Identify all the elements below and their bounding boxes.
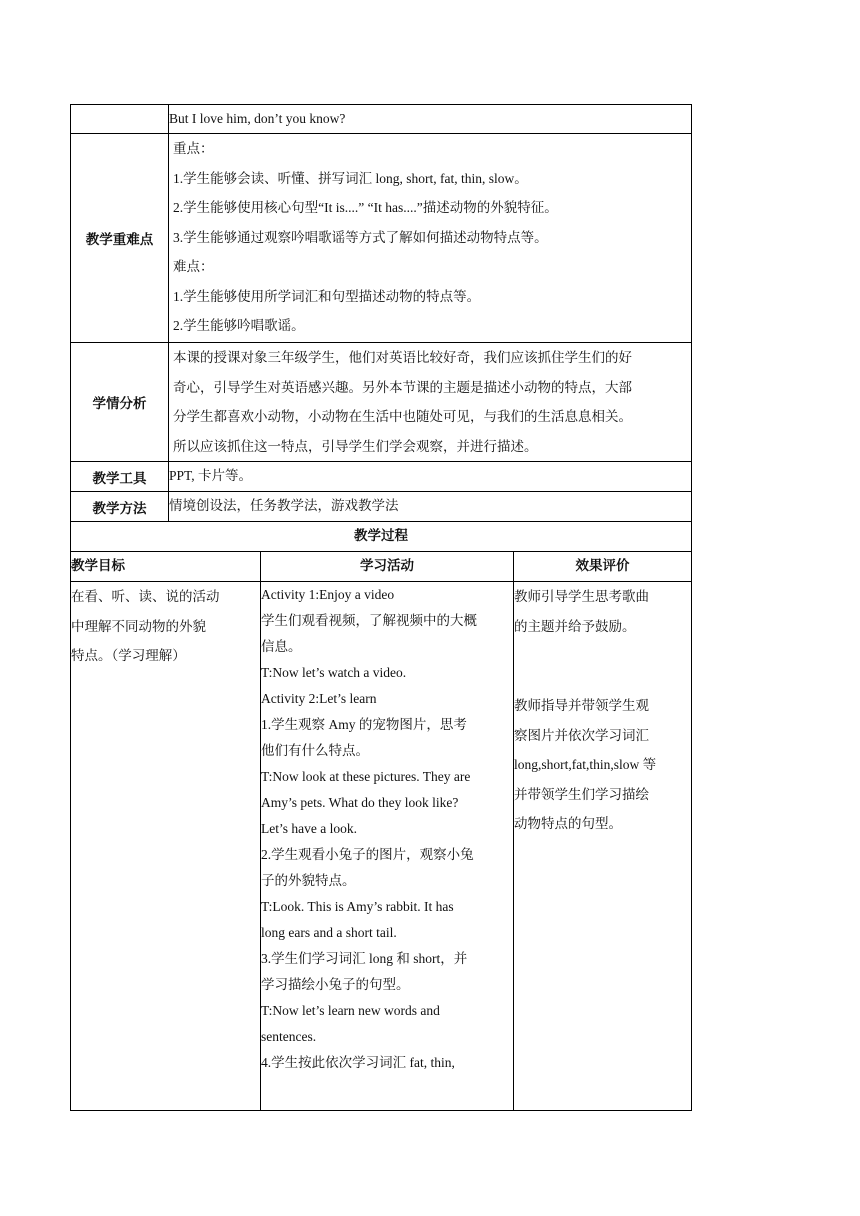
analysis-line: 所以应该抓住这一特点，引导学生们学会观察，并进行描述。: [173, 438, 538, 454]
activity-line: 3.学生们学习词汇 long 和 short，并: [261, 951, 468, 966]
evaluation-spacer: [514, 641, 691, 691]
key-points-line: 重点：: [173, 141, 214, 156]
song-row-label: [71, 105, 169, 134]
key-points-line: 2.学生能够使用核心句型“It is....” “It has....”描述动物的外貌特征。: [173, 200, 558, 215]
process-header-row: [71, 552, 692, 582]
activity-line: 4.学生按此依次学习词汇 fat, thin,: [261, 1055, 455, 1070]
activity-line: 学习描绘小兔子的句型。: [261, 977, 410, 992]
activity-line: 2.学生观看小兔子的图片，观察小兔: [261, 847, 474, 862]
analysis-label: 学情分析: [71, 343, 169, 462]
activity-line: T:Now let’s learn new words and: [261, 1003, 440, 1018]
activity-line: 子的外貌特点。: [261, 873, 356, 888]
activity-line: Activity 1:Enjoy a video: [261, 587, 395, 602]
key-points-line: 1.学生能够会读、听懂、拼写词汇 long, short, fat, thin, slow。: [173, 170, 528, 186]
tools-row: [71, 462, 692, 492]
evaluation-line: 的主题并给予鼓励。: [514, 618, 636, 634]
evaluation-line: 察图片并依次学习词汇: [514, 727, 649, 743]
key-points-row: [71, 134, 692, 343]
activity-line: 学生们观看视频，了解视频中的大概: [261, 613, 477, 628]
song-row: [71, 105, 692, 134]
activity-line: Let’s have a look.: [261, 821, 357, 836]
goal-line: 在看、听、读、说的活动: [71, 589, 220, 604]
evaluation-line: 教师指导并带领学生观: [514, 698, 649, 713]
header-evaluation: 效果评价: [514, 552, 692, 582]
lesson-plan-table: [70, 104, 692, 1111]
activity-line: Activity 2:Let’s learn: [261, 691, 377, 706]
analysis-line: 本课的授课对象三年级学生，他们对英语比较好奇，我们应该抓住学生们的好: [173, 350, 632, 365]
goal-cell: [71, 582, 261, 1111]
process-title: 教学过程: [71, 522, 692, 552]
goal-line: 特点。（学习理解）: [71, 648, 186, 663]
evaluation-cell: [514, 582, 692, 1111]
methods-label: 教学方法: [71, 492, 169, 522]
key-points-line: 3.学生能够通过观察吟唱歌谣等方式了解如何描述动物特点等。: [173, 229, 548, 245]
activity-line: long ears and a short tail.: [261, 925, 397, 940]
activity-line: T:Look. This is Amy’s rabbit. It has: [261, 899, 454, 914]
activity-line: Amy’s pets. What do they look like?: [261, 795, 459, 810]
evaluation-line: 教师引导学生思考歌曲: [514, 589, 649, 604]
activity-line: T:Now let’s watch a video.: [261, 665, 407, 680]
activity-line: T:Now look at these pictures. They are: [261, 769, 471, 784]
activity-cell: [261, 582, 514, 1111]
key-points-label: 教学重难点: [71, 134, 169, 343]
activity-line: 他们有什么特点。: [261, 743, 369, 758]
activity-line: 1.学生观察 Amy 的宠物图片，思考: [261, 717, 467, 732]
activity-line: 信息。: [261, 639, 302, 654]
header-goal: 教学目标: [71, 552, 261, 582]
methods-row: [71, 492, 692, 522]
analysis-line: 奇心，引导学生对英语感兴趣。另外本节课的主题是描述小动物的特点，大部: [173, 379, 632, 395]
goal-line: 中理解不同动物的外貌: [71, 618, 206, 634]
tools-value: PPT, 卡片等。: [169, 462, 692, 492]
analysis-line: 分学生都喜欢小动物，小动物在生活中也随处可见，与我们的生活息息相关。: [173, 409, 632, 424]
song-line: But I love him, don’t you know?: [169, 105, 692, 134]
process-title-row: [71, 522, 692, 552]
key-points-line: 1.学生能够使用所学词汇和句型描述动物的特点等。: [173, 288, 481, 304]
key-points-line: 难点：: [173, 259, 214, 274]
evaluation-line: long,short,fat,thin,slow 等: [514, 757, 657, 772]
key-points-line: 2.学生能够吟唱歌谣。: [173, 318, 305, 333]
methods-value: 情境创设法，任务教学法，游戏教学法: [169, 492, 692, 522]
tools-label: 教学工具: [71, 462, 169, 492]
analysis-row: [71, 343, 692, 462]
process-body-row: [71, 582, 692, 1111]
activity-line: sentences.: [261, 1029, 317, 1044]
evaluation-line: 动物特点的句型。: [514, 816, 622, 831]
evaluation-line: 并带领学生们学习描绘: [514, 786, 649, 802]
analysis-content: [169, 343, 692, 462]
header-activity: 学习活动: [261, 552, 514, 582]
key-points-content: [169, 134, 692, 343]
